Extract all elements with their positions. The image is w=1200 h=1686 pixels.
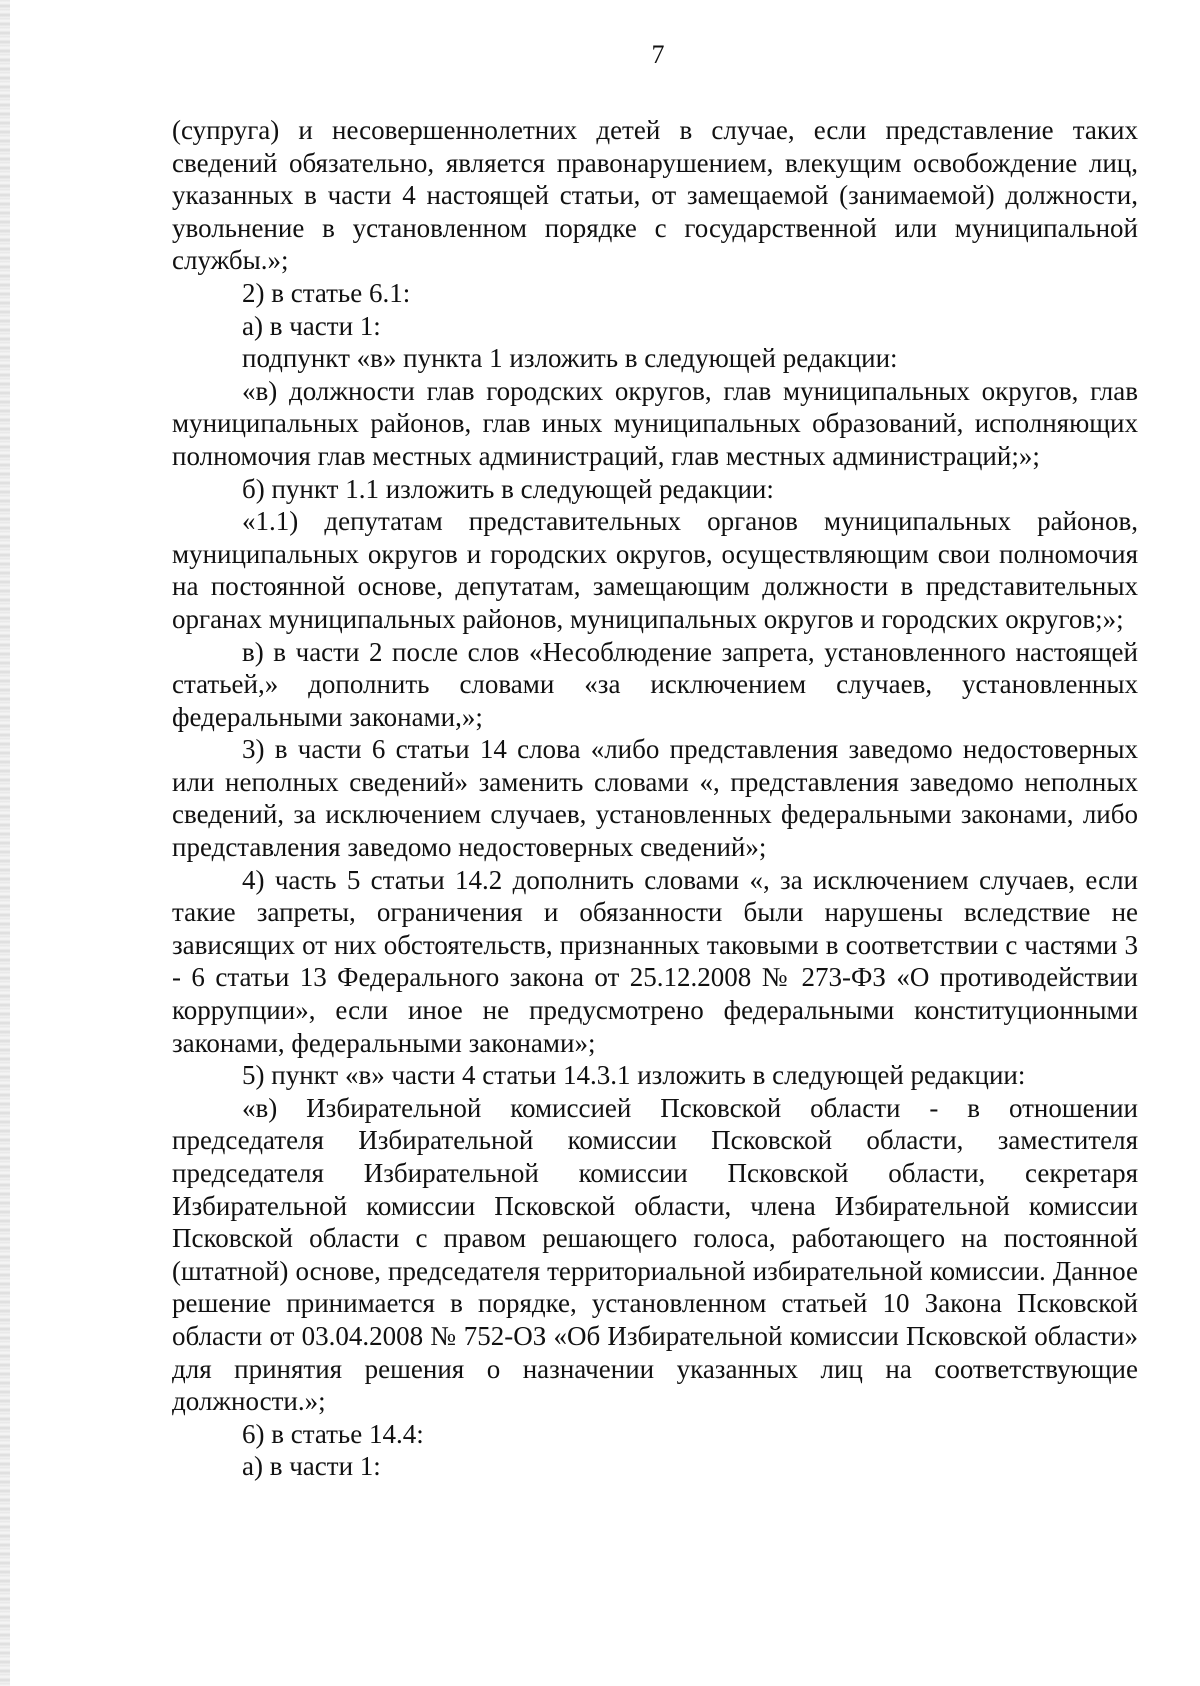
- scan-edge: [0, 0, 10, 1686]
- paragraph-item-3: 3) в части 6 статьи 14 слова «либо представления заведомо недостоверных или неполных сведений» заменить словами «, представления заведомо неполных сведений, за исключением случаев, установленных федеральными законами, либо представления заведомо недостоверных сведений»;: [172, 734, 1138, 863]
- paragraph-item-2: 2) в статье 6.1:: [242, 277, 411, 308]
- paragraph-item-6: 6) в статье 14.4:: [242, 1418, 424, 1449]
- paragraph-quote-election-commission: «в) Избирательной комиссией Псковской области - в отношении председателя Избирательной комиссии Псковской области, заместителя председателя Избирательной комиссии Псковской области, секретаря Избирательной комиссии Псковской области, члена Избирательной комиссии Псковской области с правом решающего голоса, работающего на постоянной (штатной) основе, председателя территориальной избирательной комиссии. Данное решение принимается в порядке, установленном статьей 10 Закона Псковской области от 03.04.2008 № 752-ОЗ «Об Избирательной комиссии Псковской области» для принятия решения о назначении указанных лиц на соответствующие должности.»;: [172, 1092, 1138, 1417]
- paragraph-continuation: (супруга) и несовершеннолетних детей в случае, если представление таких сведений обязательно, является правонарушением, влекущим освобождение лиц, указанных в части 4 настоящей статьи, от замещаемой (занимаемой) должности, увольнение в установленном порядке с государственной или муниципальной службы.»;: [172, 115, 1138, 276]
- paragraph-subitem-a-2: а) в части 1:: [242, 1451, 381, 1482]
- paragraph-quote-1-1: «1.1) депутатам представительных органов муниципальных районов, муниципальных округов и городских округов, осуществляющим свои полномочия на постоянной основе, депутатам, замещающим должности в представительных органах муниципальных районов, муниципальных округов и городских округов;»;: [172, 506, 1138, 634]
- paragraph-item-5: 5) пункт «в» части 4 статьи 14.3.1 изложить в следующей редакции:: [242, 1060, 1026, 1091]
- paragraph-subitem-a: а) в части 1:: [242, 310, 381, 341]
- paragraph-subitem-b: б) пункт 1.1 изложить в следующей редакции:: [242, 473, 774, 504]
- paragraph-item-4: 4) часть 5 статьи 14.2 дополнить словами «, за исключением случаев, если такие запреты, ограничения и обязанности были нарушены вследствие не зависящих от них обстоятельств, признанных таковыми в соответствии с частями 3 - 6 статьи 13 Федерального закона от 25.12.2008 № 273-ФЗ «О противодействии коррупции», если иное не предусмотрено федеральными конституционными законами, федеральными законами»;: [172, 864, 1138, 1058]
- paragraph-quote-v: «в) должности глав городских округов, глав муниципальных округов, глав муниципальных районов, глав иных муниципальных образований, исполняющих полномочия глав местных администраций, глав местных администраций;»;: [172, 375, 1138, 471]
- paragraph-subitem-v: в) в части 2 после слов «Несоблюдение запрета, установленного настоящей статьей,» дополнить словами «за исключением случаев, установленных федеральными законами,»;: [172, 636, 1138, 732]
- document-body: [172, 114, 1138, 1483]
- paragraph-subpoint-v: подпункт «в» пункта 1 изложить в следующей редакции:: [242, 343, 898, 374]
- page-number: 7: [651, 40, 665, 69]
